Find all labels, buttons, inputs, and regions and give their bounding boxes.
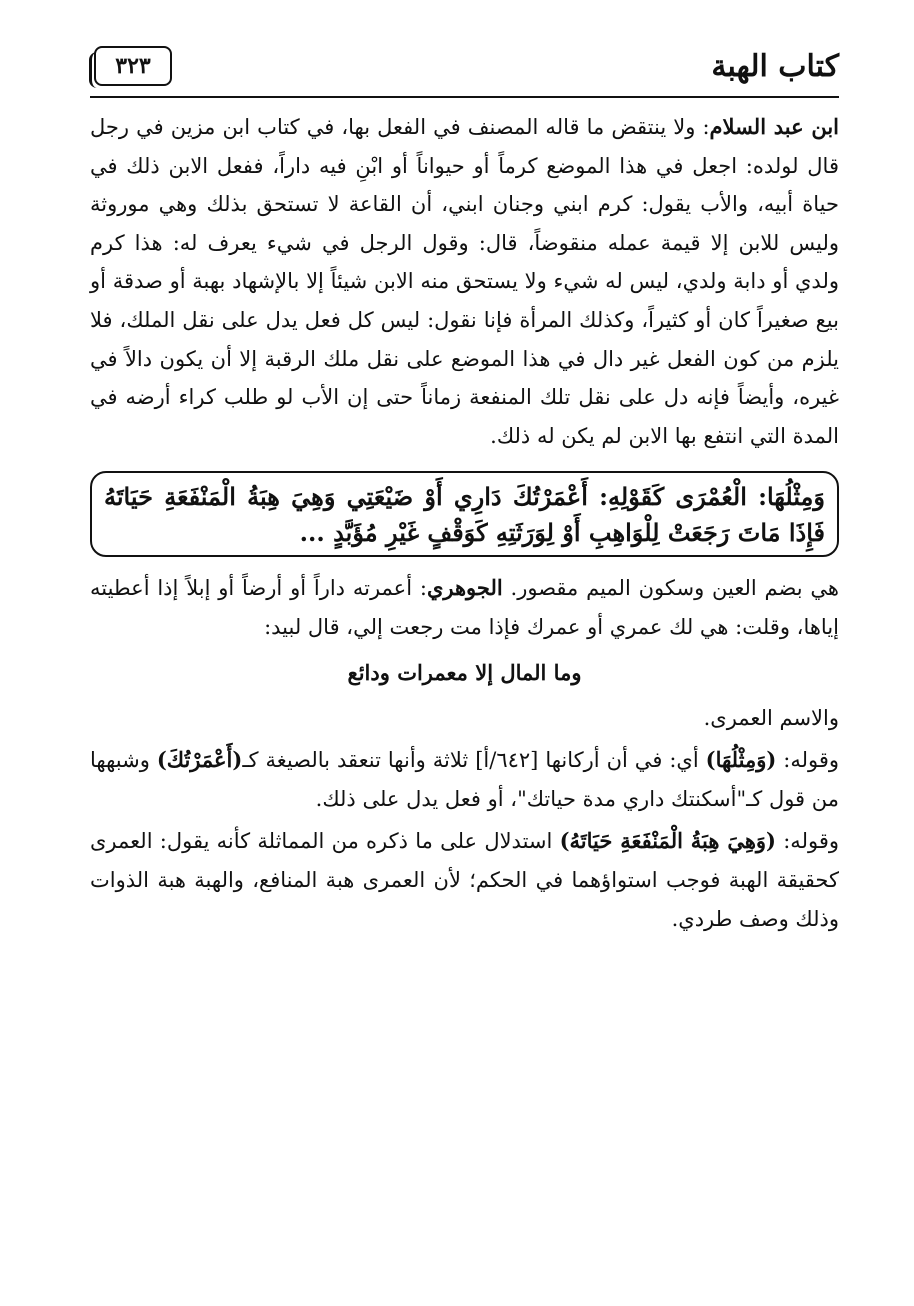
paragraph-text: أي: في أن أركانها [٦٤٢/أ] ثلاثة وأنها تنعقد بالصيغة كـ bbox=[242, 748, 706, 773]
matn-box bbox=[90, 471, 839, 557]
paragraph-text: وقوله: bbox=[776, 829, 839, 854]
paragraph-commentary-1 bbox=[90, 741, 839, 818]
page bbox=[90, 40, 839, 938]
matn-text: وَمِثْلُهَا: الْعُمْرَى كَقَوْلِهِ: أَعْمَرْتُكَ دَارِي أَوْ ضَيْعَتِي وَهِيَ هِبَةُ الْمَنْفَعَةِ حَيَاتَهُ فَإِذَا مَاتَ رَجَعَتْ لِلْوَاهِبِ أَوْ لِوَرَثَتِهِ كَوَقْفٍ غَيْرِ مُؤَبَّدٍ ... bbox=[104, 482, 826, 548]
header-rule bbox=[90, 96, 839, 98]
paragraph-text: : أعمرته داراً أو أرضاً أو إبلاً إذا أعطيته إياها، وقلت: هي لك عمري أو عمرك فإذا مت رجعت إلي، قال لبيد: bbox=[90, 576, 839, 639]
paragraph-text: : ولا ينتقض ما قاله المصنف في الفعل بها، في كتاب ابن مزين في رجل قال لولده: اجعل في هذا الموضع كرماً أو حيواناً أو ابْنِ فيه داراً، ففعل الابن ذلك في حياة أبيه، والأب يقول: كرم ابني وجنان ابني، أن القاعة لا تستحق بذلك وهي موروثة وليس للابن إلا قيمة عمله منقوضاً، قال: وقول الرجل في شيء يعرف له: هذا كرم ولدي أو دابة ولدي، ليس له شيء ولا يستحق منه الابن شيئاً إلا بالإشهاد بهبة أو صدقة أو بيع صغيراً كان أو كثيراً، وكذلك المرأة فإنا نقول: ليس كل فعل يدل على نقل الملك، فلا يلزم من كون الفعل غير دال في هذا الموضع على نقل ملك الرقبة إلا أن يكون دالاً في غيره، وأيضاً فإنه دل على نقل تلك المنفعة زماناً حتى إن الأب لو طلب كراء أرضه في المدة التي انتفع بها الابن لم يكن له ذلك. bbox=[90, 115, 839, 448]
quoted-matn: (وَهِيَ هِبَةُ الْمَنْفَعَةِ حَيَاتَهُ) bbox=[559, 828, 776, 854]
quoted-matn: (وَمِثْلُهَا) bbox=[705, 747, 777, 773]
paragraph-text: وشبهها من قول كـ"أسكنتك داري مدة حياتك"، أو فعل يدل على ذلك. bbox=[90, 748, 839, 811]
page-header bbox=[90, 40, 839, 92]
paragraph-text: وقوله: bbox=[776, 748, 840, 773]
paragraph-definition bbox=[90, 569, 839, 646]
author-name: ابن عبد السلام bbox=[709, 114, 839, 139]
paragraph-ibn-abd-al-salam bbox=[90, 108, 839, 455]
running-title: كتاب الهبة bbox=[711, 48, 839, 84]
paragraph-text: هي بضم العين وسكون الميم مقصور. bbox=[502, 576, 839, 601]
author-name: الجوهري bbox=[426, 575, 503, 601]
paragraph-name: والاسم العمرى. bbox=[703, 705, 839, 730]
page-number: ٣٢٣ bbox=[115, 53, 151, 79]
quoted-matn: (أَعْمَرْتُكَ) bbox=[156, 747, 243, 773]
paragraph-text: استدلال على ما ذكره من المماثلة كأنه يقول: العمرى كحقيقة الهبة فوجب استواؤهما في الحكم؛ لأن العمرى هبة المنافع، والهبة هبة الذوات وذلك وصف طردي. bbox=[90, 829, 839, 931]
poetry-verse: وما المال إلا معمرات ودائع bbox=[347, 659, 582, 685]
page-number-box bbox=[94, 46, 172, 86]
paragraph-commentary-2 bbox=[90, 822, 839, 938]
